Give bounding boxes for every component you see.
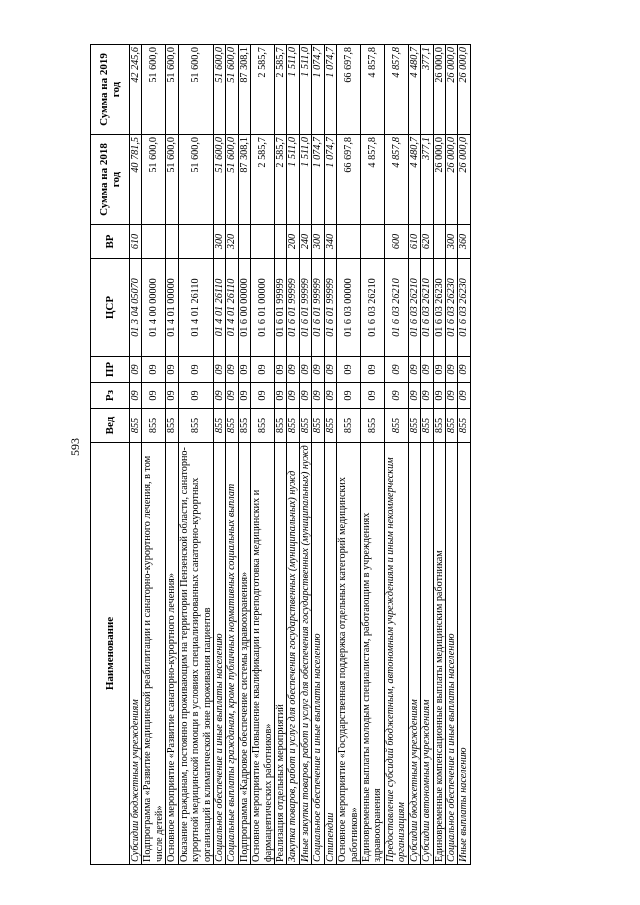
table-row xyxy=(299,45,311,865)
cell-sum-2018: 4 857,8 xyxy=(361,135,385,225)
table-row xyxy=(178,45,213,865)
cell-rz: 09 xyxy=(408,383,420,409)
cell-pr: 09 xyxy=(226,357,238,383)
cell-sum-2018: 40 781,5 xyxy=(130,135,142,225)
cell-sum-2018: 26 000,0 xyxy=(445,135,457,225)
cell-name: Социальное обеспечение и иные выплаты населению xyxy=(312,443,324,865)
header-rz: Рз xyxy=(91,383,130,409)
cell-ved: 855 xyxy=(251,409,275,443)
cell-csr: 01 6 03 26230 xyxy=(433,259,445,357)
header-row xyxy=(91,45,130,865)
cell-sum-2019: 1 074,7 xyxy=(324,45,336,135)
table-row xyxy=(324,45,336,865)
cell-name: Оказание гражданам, постоянно проживающим на территории Пензенской области, санаторно-курортной медицинской помощи в условиях специализированных санаторно-курортных организаций в климатической зоне проживания пациентов xyxy=(178,443,213,865)
cell-rz: 09 xyxy=(421,383,433,409)
cell-vr xyxy=(275,225,287,259)
table-row xyxy=(421,45,433,865)
cell-rz: 09 xyxy=(337,383,361,409)
cell-sum-2019: 51 600,0 xyxy=(178,45,213,135)
table-row xyxy=(226,45,238,865)
cell-vr: 360 xyxy=(458,225,470,259)
cell-pr: 09 xyxy=(421,357,433,383)
cell-ved: 855 xyxy=(299,409,311,443)
cell-csr: 01 6 03 26210 xyxy=(384,259,408,357)
cell-ved: 855 xyxy=(458,409,470,443)
table-row xyxy=(312,45,324,865)
cell-rz: 09 xyxy=(384,383,408,409)
cell-sum-2019: 42 245,6 xyxy=(130,45,142,135)
cell-rz: 09 xyxy=(312,383,324,409)
cell-rz: 09 xyxy=(433,383,445,409)
cell-vr: 320 xyxy=(226,225,238,259)
cell-rz: 09 xyxy=(287,383,299,409)
cell-vr xyxy=(433,225,445,259)
cell-pr: 09 xyxy=(408,357,420,383)
cell-sum-2019: 4 480,7 xyxy=(408,45,420,135)
cell-name: Предоставление субсидий бюджетным, автономным учреждениям и иным некоммерческим организациям xyxy=(384,443,408,865)
cell-csr: 01 6 01 99999 xyxy=(299,259,311,357)
cell-rz: 09 xyxy=(445,383,457,409)
cell-vr: 240 xyxy=(299,225,311,259)
cell-pr: 09 xyxy=(312,357,324,383)
cell-csr: 01 4 00 00000 xyxy=(142,259,166,357)
cell-sum-2018: 26 000,0 xyxy=(458,135,470,225)
table-body xyxy=(130,45,471,865)
cell-sum-2019: 87 308,1 xyxy=(238,45,250,135)
table-row xyxy=(433,45,445,865)
cell-rz: 09 xyxy=(142,383,166,409)
cell-vr: 200 xyxy=(287,225,299,259)
cell-sum-2018: 2 585,7 xyxy=(251,135,275,225)
cell-pr: 09 xyxy=(142,357,166,383)
cell-sum-2019: 2 585,7 xyxy=(251,45,275,135)
cell-pr: 09 xyxy=(458,357,470,383)
cell-vr: 610 xyxy=(408,225,420,259)
cell-csr: 01 6 00 00000 xyxy=(238,259,250,357)
cell-pr: 09 xyxy=(324,357,336,383)
cell-ved: 855 xyxy=(213,409,225,443)
cell-rz: 09 xyxy=(324,383,336,409)
page-number: 593 xyxy=(68,438,82,456)
table-row xyxy=(213,45,225,865)
cell-rz: 09 xyxy=(130,383,142,409)
cell-vr: 610 xyxy=(130,225,142,259)
cell-sum-2018: 26 000,0 xyxy=(433,135,445,225)
cell-sum-2018: 51 600,0 xyxy=(178,135,213,225)
cell-pr: 09 xyxy=(166,357,178,383)
cell-sum-2019: 51 600,0 xyxy=(226,45,238,135)
cell-pr: 09 xyxy=(238,357,250,383)
cell-sum-2019: 26 000,0 xyxy=(445,45,457,135)
cell-vr: 620 xyxy=(421,225,433,259)
cell-name: Субсидии бюджетным учреждениям xyxy=(130,443,142,865)
cell-sum-2018: 87 308,1 xyxy=(238,135,250,225)
cell-pr: 09 xyxy=(361,357,385,383)
cell-rz: 09 xyxy=(361,383,385,409)
cell-ved: 855 xyxy=(445,409,457,443)
cell-sum-2019: 26 000,0 xyxy=(458,45,470,135)
cell-pr: 09 xyxy=(213,357,225,383)
table-row xyxy=(238,45,250,865)
cell-ved: 855 xyxy=(337,409,361,443)
table-row xyxy=(287,45,299,865)
cell-vr xyxy=(178,225,213,259)
cell-sum-2018: 1 074,7 xyxy=(324,135,336,225)
cell-sum-2018: 1 511,0 xyxy=(287,135,299,225)
cell-vr xyxy=(337,225,361,259)
cell-sum-2018: 4 480,7 xyxy=(408,135,420,225)
cell-vr: 300 xyxy=(445,225,457,259)
cell-rz: 09 xyxy=(299,383,311,409)
cell-pr: 09 xyxy=(384,357,408,383)
cell-pr: 09 xyxy=(130,357,142,383)
budget-table xyxy=(90,44,471,865)
cell-rz: 09 xyxy=(166,383,178,409)
cell-vr: 340 xyxy=(324,225,336,259)
cell-ved: 855 xyxy=(421,409,433,443)
header-pr: ПР xyxy=(91,357,130,383)
cell-sum-2019: 1 511,0 xyxy=(287,45,299,135)
table-row xyxy=(458,45,470,865)
table-row xyxy=(337,45,361,865)
table-row xyxy=(361,45,385,865)
cell-sum-2018: 51 600,0 xyxy=(213,135,225,225)
cell-pr: 09 xyxy=(445,357,457,383)
cell-name: Основное мероприятие «Государственная поддержка отдельных категорий медицинских работников» xyxy=(337,443,361,865)
cell-name: Подпрограмма «Развитие медицинской реабилитации и санаторно-курортного лечения, в том числе детей» xyxy=(142,443,166,865)
cell-sum-2018: 377,1 xyxy=(421,135,433,225)
cell-name: Социальное обеспечение и иные выплаты населению xyxy=(213,443,225,865)
cell-vr xyxy=(166,225,178,259)
table-row xyxy=(251,45,275,865)
cell-ved: 855 xyxy=(384,409,408,443)
cell-pr: 09 xyxy=(275,357,287,383)
cell-csr: 01 4 01 26110 xyxy=(178,259,213,357)
cell-csr: 01 4 01 00000 xyxy=(166,259,178,357)
cell-ved: 855 xyxy=(408,409,420,443)
cell-ved: 855 xyxy=(275,409,287,443)
cell-name: Закупка товаров, работ и услуг для обеспечения государственных (муниципальных) нужд xyxy=(287,443,299,865)
table-row xyxy=(142,45,166,865)
cell-sum-2019: 26 000,0 xyxy=(433,45,445,135)
cell-sum-2018: 51 600,0 xyxy=(142,135,166,225)
cell-sum-2018: 2 585,7 xyxy=(275,135,287,225)
cell-vr xyxy=(251,225,275,259)
table-row xyxy=(130,45,142,865)
table-header xyxy=(91,45,130,865)
cell-pr: 09 xyxy=(299,357,311,383)
cell-ved: 855 xyxy=(178,409,213,443)
cell-pr: 09 xyxy=(337,357,361,383)
cell-csr: 01 6 01 00000 xyxy=(251,259,275,357)
cell-name: Иные выплаты населению xyxy=(458,443,470,865)
cell-sum-2019: 2 585,7 xyxy=(275,45,287,135)
cell-sum-2018: 51 600,0 xyxy=(166,135,178,225)
cell-name: Субсидии автономным учреждениям xyxy=(421,443,433,865)
cell-csr: 01 6 03 26230 xyxy=(458,259,470,357)
cell-name: Реализация отдельных мероприятий xyxy=(275,443,287,865)
cell-name: Субсидии бюджетным учреждениям xyxy=(408,443,420,865)
cell-rz: 09 xyxy=(213,383,225,409)
table-row xyxy=(166,45,178,865)
cell-csr: 01 6 03 26210 xyxy=(408,259,420,357)
cell-sum-2019: 66 697,8 xyxy=(337,45,361,135)
header-csr: ЦСР xyxy=(91,259,130,357)
cell-sum-2018: 4 857,8 xyxy=(384,135,408,225)
cell-ved: 855 xyxy=(312,409,324,443)
cell-pr: 09 xyxy=(251,357,275,383)
header-ved: Вед xyxy=(91,409,130,443)
cell-vr xyxy=(238,225,250,259)
cell-vr: 300 xyxy=(312,225,324,259)
cell-csr: 01 4 01 26110 xyxy=(226,259,238,357)
cell-sum-2019: 1 511,0 xyxy=(299,45,311,135)
cell-csr: 01 6 01 99999 xyxy=(275,259,287,357)
cell-ved: 855 xyxy=(361,409,385,443)
cell-sum-2018: 66 697,8 xyxy=(337,135,361,225)
header-vr: ВР xyxy=(91,225,130,259)
rotated-page-content xyxy=(90,45,471,865)
cell-vr: 300 xyxy=(213,225,225,259)
header-name: Наименование xyxy=(91,443,130,865)
table-row xyxy=(275,45,287,865)
cell-ved: 855 xyxy=(287,409,299,443)
table-row xyxy=(408,45,420,865)
cell-sum-2019: 4 857,8 xyxy=(361,45,385,135)
cell-ved: 855 xyxy=(324,409,336,443)
header-sum-2019: Сумма на 2019 год xyxy=(91,45,130,135)
cell-vr xyxy=(361,225,385,259)
cell-pr: 09 xyxy=(433,357,445,383)
cell-sum-2019: 51 600,0 xyxy=(142,45,166,135)
cell-rz: 09 xyxy=(275,383,287,409)
cell-sum-2019: 4 857,8 xyxy=(384,45,408,135)
cell-csr: 01 4 01 26110 xyxy=(213,259,225,357)
cell-name: Подпрограмма «Кадровое обеспечение системы здравоохранения» xyxy=(238,443,250,865)
cell-vr: 600 xyxy=(384,225,408,259)
table-row xyxy=(384,45,408,865)
cell-sum-2019: 51 600,0 xyxy=(213,45,225,135)
cell-csr: 01 3 04 05070 xyxy=(130,259,142,357)
cell-name: Основное мероприятие «Повышение квалификации и переподготовка медицинских и фармацевтических работников» xyxy=(251,443,275,865)
cell-csr: 01 6 01 99999 xyxy=(312,259,324,357)
cell-name: Единовременные компенсационные выплаты медицинским работникам xyxy=(433,443,445,865)
cell-name: Иные закупки товаров, работ и услуг для обеспечения государственных (муниципальных) нужд xyxy=(299,443,311,865)
cell-vr xyxy=(142,225,166,259)
cell-sum-2018: 1 074,7 xyxy=(312,135,324,225)
cell-rz: 09 xyxy=(238,383,250,409)
cell-name: Социальные выплаты гражданам, кроме публичных нормативных социальных выплат xyxy=(226,443,238,865)
header-sum-2018: Сумма на 2018 год xyxy=(91,135,130,225)
cell-name: Социальное обеспечение и иные выплаты населению xyxy=(445,443,457,865)
cell-ved: 855 xyxy=(226,409,238,443)
cell-name: Стипендии xyxy=(324,443,336,865)
cell-csr: 01 6 01 99999 xyxy=(324,259,336,357)
cell-csr: 01 6 03 26210 xyxy=(421,259,433,357)
cell-sum-2019: 51 600,0 xyxy=(166,45,178,135)
cell-csr: 01 6 03 26230 xyxy=(445,259,457,357)
cell-csr: 01 6 03 00000 xyxy=(337,259,361,357)
cell-pr: 09 xyxy=(287,357,299,383)
cell-rz: 09 xyxy=(251,383,275,409)
table-row xyxy=(445,45,457,865)
cell-sum-2018: 51 600,0 xyxy=(226,135,238,225)
cell-sum-2018: 1 511,0 xyxy=(299,135,311,225)
cell-name: Единовременные выплаты молодым специалистам, работающим в учреждениях здравоохранения xyxy=(361,443,385,865)
cell-rz: 09 xyxy=(178,383,213,409)
cell-ved: 855 xyxy=(166,409,178,443)
cell-rz: 09 xyxy=(226,383,238,409)
cell-csr: 01 6 01 99999 xyxy=(287,259,299,357)
cell-pr: 09 xyxy=(178,357,213,383)
cell-ved: 855 xyxy=(130,409,142,443)
cell-sum-2019: 377,1 xyxy=(421,45,433,135)
cell-sum-2019: 1 074,7 xyxy=(312,45,324,135)
cell-rz: 09 xyxy=(458,383,470,409)
cell-csr: 01 6 03 26210 xyxy=(361,259,385,357)
cell-ved: 855 xyxy=(433,409,445,443)
cell-name: Основное мероприятие «Развитие санаторно-курортного лечения» xyxy=(166,443,178,865)
cell-ved: 855 xyxy=(142,409,166,443)
cell-ved: 855 xyxy=(238,409,250,443)
